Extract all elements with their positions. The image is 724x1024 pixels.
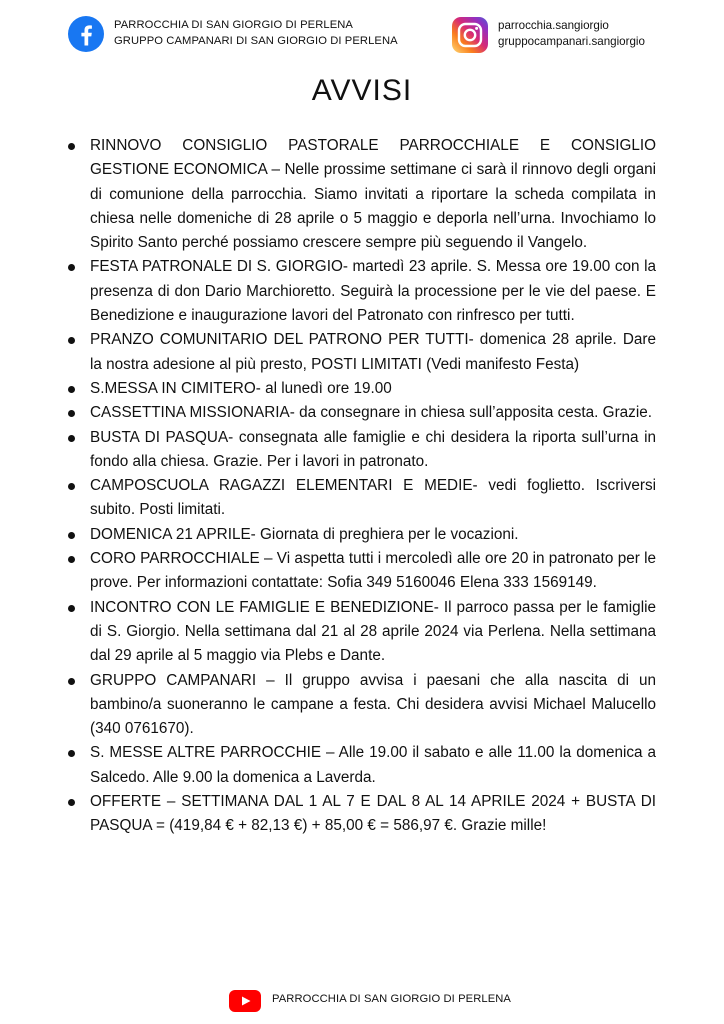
notice-text: PRANZO COMUNITARIO DEL PATRONO PER TUTTI- domenica 28 aprile. Dare la nostra adesione al più presto, POSTI LIMITATI (Vedi manifesto Festa)	[90, 331, 656, 373]
notice-item	[90, 401, 656, 425]
notice-item	[90, 134, 656, 255]
bullet-icon	[68, 143, 75, 150]
bullet-icon	[68, 483, 75, 490]
bullet-icon	[68, 799, 75, 806]
bullet-icon	[68, 750, 75, 757]
notice-text: FESTA PATRONALE DI S. GIORGIO- martedì 23 aprile. S. Messa ore 19.00 con la presenza di don Dario Marchioretto. Seguirà la processione per le vie del paese. E Benedizione e inaugurazione lavori del Patronato con rinfresco per tutti.	[90, 258, 656, 325]
notice-item	[90, 255, 656, 328]
bullet-icon	[68, 532, 75, 539]
notice-text: INCONTRO CON LE FAMIGLIE E BENEDIZIONE- Il parroco passa per le famiglie di S. Giorgio. Nella settimana dal 21 al 28 aprile 2024 via Perlena. Nella settimana dal 29 aprile al 5 maggio via Plebs e Dante.	[90, 598, 656, 665]
bellringers-group-name: GRUPPO CAMPANARI DI SAN GIORGIO DI PERLENA	[114, 34, 398, 47]
notice-item	[90, 523, 656, 547]
bullet-icon	[68, 435, 75, 442]
notice-text: DOMENICA 21 APRILE- Giornata di preghiera per le vocazioni.	[90, 525, 519, 543]
notice-text: CAMPOSCUOLA RAGAZZI ELEMENTARI E MEDIE- vedi foglietto. Iscriversi subito. Posti limitati.	[90, 477, 656, 519]
notice-item	[90, 669, 656, 742]
notice-item	[90, 328, 656, 377]
footer-channel-name[interactable]: PARROCCHIA DI SAN GIORGIO DI PERLENA	[272, 993, 511, 1005]
youtube-icon[interactable]	[229, 990, 261, 1012]
notice-text: S. MESSE ALTRE PARROCCHIE – Alle 19.00 il sabato e alle 11.00 la domenica a Salcedo. Alle 9.00 la domenica a Laverda.	[90, 744, 656, 786]
bullet-icon	[68, 264, 75, 271]
notice-text: CASSETTINA MISSIONARIA- da consegnare in chiesa sull’apposita cesta. Grazie.	[90, 404, 652, 422]
notice-item	[90, 426, 656, 475]
notice-item	[90, 741, 656, 790]
header-left-text	[114, 18, 398, 49]
notice-text: CORO PARROCCHIALE – Vi aspetta tutti i mercoledì alle ore 20 in patronato per le prove. Per informazioni contattate: Sofia 349 5160046 Elena 333 1569149.	[90, 550, 656, 592]
notice-text: BUSTA DI PASQUA- consegnata alle famiglie e chi desidera la riporta sull’urna in fondo alla chiesa. Grazie. Per i lavori in patronato.	[90, 428, 656, 470]
page-title: AVVISI	[311, 74, 413, 107]
bullet-icon	[68, 410, 75, 417]
bullet-icon	[68, 337, 75, 344]
bullet-icon	[68, 678, 75, 685]
bellringers-instagram-handle[interactable]: gruppocampanari.sangiorgio	[498, 34, 645, 48]
notice-list	[90, 134, 656, 839]
bullet-icon	[68, 605, 75, 612]
header-right-text	[498, 18, 645, 49]
notice-item	[90, 596, 656, 669]
page-footer	[0, 986, 724, 1012]
instagram-icon[interactable]	[452, 17, 488, 53]
parish-instagram-handle[interactable]: parrocchia.sangiorgio	[498, 19, 609, 32]
facebook-icon[interactable]	[68, 16, 104, 52]
notice-item	[90, 547, 656, 596]
parish-name: PARROCCHIA DI SAN GIORGIO DI PERLENA	[114, 19, 353, 31]
notice-text: GRUPPO CAMPANARI – Il gruppo avvisa i paesani che alla nascita di un bambino/a suoneranno le campane a festa. Chi desidera avvisi Michael Malucello (340 0761670).	[90, 671, 656, 738]
notice-item	[90, 377, 656, 401]
notice-text: S.MESSA IN CIMITERO- al lunedì ore 19.00	[90, 379, 392, 397]
notice-item	[90, 474, 656, 523]
page-header	[0, 14, 724, 58]
notice-item	[90, 790, 656, 839]
bullet-icon	[68, 556, 75, 563]
notice-text: RINNOVO CONSIGLIO PASTORALE PARROCCHIALE E CONSIGLIO GESTIONE ECONOMICA – Nelle prossime settimane ci sarà il rinnovo degli organi di comunione della parrocchia. Siamo invitati a riportare la scheda compilata in chiesa nelle domeniche di 28 aprile o 5 maggio e deporla nell’urna. Invochiamo lo Spirito Santo perché possiamo crescere sempre più seguendo il Vangelo.	[90, 137, 656, 252]
notice-text: OFFERTE – SETTIMANA DAL 1 AL 7 E DAL 8 AL 14 APRILE 2024 + BUSTA DI PASQUA = (419,84 € + 82,13 €) + 85,00 € = 586,97 €. Grazie mille!	[90, 793, 656, 835]
bullet-icon	[68, 386, 75, 393]
